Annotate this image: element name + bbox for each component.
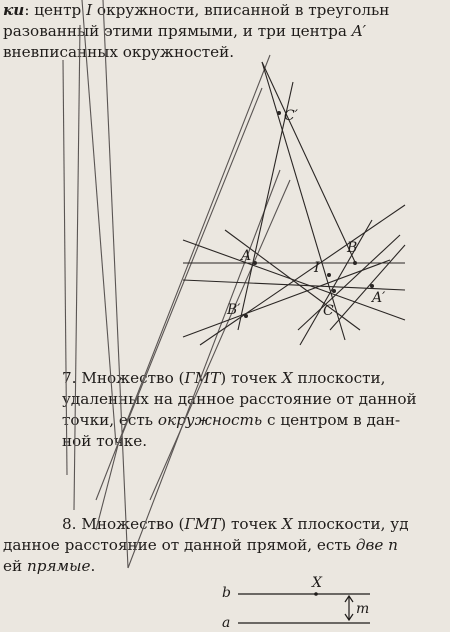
stray-line [96,445,118,530]
stray-line [118,88,262,445]
text-fragment: точки, есть [62,411,158,429]
label-c-prime: C′ [284,108,298,124]
point-b-prime [244,314,248,318]
math-term: ГМТ [184,515,221,533]
text-fragment: Множество ( [81,369,185,387]
emphasis: прямые [26,557,91,575]
line-b-prime-a-prime [183,260,390,337]
line-b-b-prime [200,205,405,345]
label-b-prime: B′ [227,302,241,318]
math-var: A′ [351,22,367,40]
emphasis: две п [355,536,398,554]
text-fragment: данное расстояние от данной прямой, есть [3,536,356,554]
stray-line [103,0,128,568]
line-c-b [300,220,372,345]
point-c-prime [277,111,281,115]
text-fragment: плоскости, уд [292,515,409,533]
line-a-a-prime [183,240,405,320]
text-fragment: окружности, вписанной в треугольн [92,1,390,19]
item-number: 7. [62,369,82,387]
math-term: ГМТ [184,369,221,387]
label-b-line: b [222,585,231,601]
point-a-prime [370,284,374,288]
label-m: m [356,601,370,617]
text-fragment: ) точек [220,369,282,387]
emphasis: окружность [157,411,263,429]
math-var: I [86,1,93,19]
text-fragment: с центром в дан- [262,411,401,429]
label-b: B [347,240,358,256]
stray-line [82,0,116,445]
point-a [253,261,257,265]
point-c [332,289,336,293]
stray-line [150,180,290,500]
label-a-line: a [222,615,231,631]
label-a-prime: A′ [372,290,386,306]
math-var: X [281,515,293,533]
math-var: X [281,369,293,387]
label-x: X [312,575,322,591]
text-fragment: разованный этими прямыми, и три центра [3,22,352,40]
point-i [327,273,331,277]
label-a: A [241,248,252,264]
item-number: 8. [62,515,82,533]
text-fragment: Множество ( [81,515,185,533]
label-i: I [314,260,320,276]
text-fragment: ) точек [220,515,282,533]
stray-line [63,60,67,475]
figure-labels [226,108,386,319]
text-fragment: : центр [24,1,87,19]
stray-line [128,170,280,568]
text-fragment: удаленных на данное расстояние от данной [62,390,417,408]
text-fragment: ей [3,557,27,575]
text-fragment: ки [3,1,25,19]
text-fragment: . [90,557,96,575]
stray-lines [63,0,290,568]
text-fragment: плоскости, [292,369,386,387]
parallel-lines-figure [238,594,370,623]
stray-line [74,25,80,510]
text-fragment: вневписанных окружностей. [3,43,235,61]
line-c-prime-b [262,62,358,262]
point-x [314,592,318,596]
text-fragment: ной точке. [62,432,148,450]
point-b [353,261,357,265]
stray-line [96,55,270,500]
label-c: C [323,303,334,319]
